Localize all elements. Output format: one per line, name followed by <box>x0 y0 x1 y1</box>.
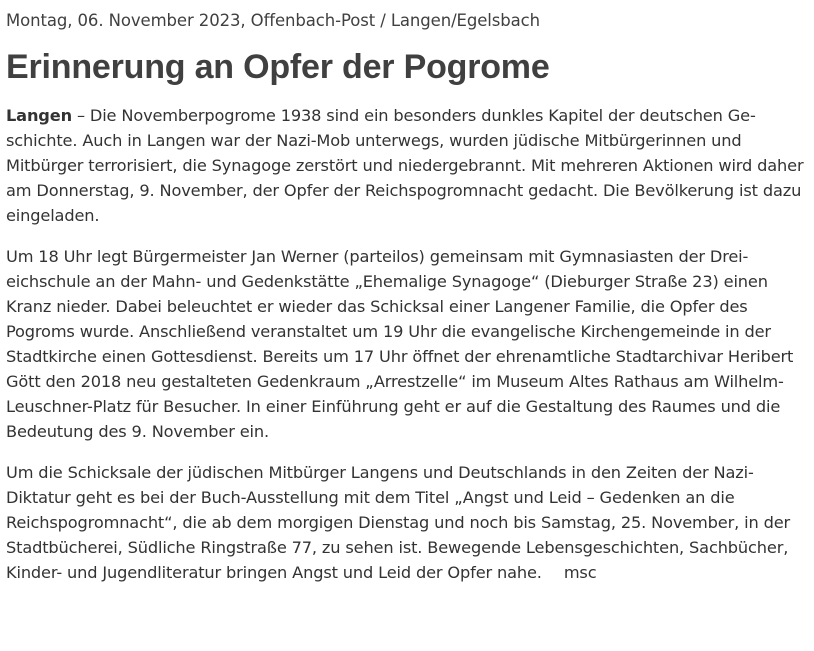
article-page <box>6 0 806 585</box>
article-paragraph-2: Um 18 Uhr legt Bürgermeister Jan Werner (parteilos) gemeinsam mit Gymnasiasten der Dreieichschule an der Mahn- und Gedenkstätte „Ehemalige Synagoge“ (Dieburger Straße 23) einen Kranz nieder. Dabei beleuchtet er wieder das Schicksal einer Langener Familie, die Opfer des Pogroms wurde. Anschließend veranstaltet um 19 Uhr die evangelische Kirchengemeinde in der Stadtkirche einen Gottesdienst. Bereits um 17 Uhr öffnet der ehrenamtliche Stadtarchivar Heribert Gött den 2018 neu gestalteten Gedenkraum „Arrestzelle“ im Museum Altes Rathaus am Wilhelm-Leuschner-Platz für Besucher. In einer Einführung geht er auf die Gestaltung des Raumes und die Bedeutung des 9. November ein. <box>6 247 794 441</box>
paragraph-3-text: Um die Schicksale der jüdischen Mitbürger Langens und Deutschlands in den Zeiten der Nazi-Diktatur geht es bei der Buch-Ausstellung mit dem Titel „Angst und Leid – Gedenken an die Reichspogromnacht“, die ab dem morgigen Dienstag und noch bis Samstag, 25. November, in der Stadtbücherei, Südliche Ringstraße 77, zu sehen ist. Bewegende Lebensgeschichten, Sachbücher, Kinder- und Jugendliteratur bringen Angst und Leid der Opfer nahe. <box>6 463 791 582</box>
article-dateline: Langen <box>6 106 72 125</box>
article-paragraph-3 <box>6 460 806 585</box>
paragraph-1-text: – Die Novemberpogrome 1938 sind ein besonders dunkles Kapitel der deutschen Geschichte. Auch in Langen war der Nazi-Mob unterwegs, wurden jüdische Mitbürgerinnen und Mitbürger terrorisiert, die Synagoge zerstört und niedergebrannt. Mit mehreren Aktionen wird daher am Donnerstag, 9. November, der Opfer der Reichspogromnacht gedacht. Die Bevölkerung ist dazu eingeladen. <box>6 106 804 225</box>
author-initials: msc <box>563 563 597 582</box>
article-paragraph-1 <box>6 103 806 228</box>
article-body <box>6 103 806 585</box>
article-headline: Erinnerung an Opfer der Pogrome <box>6 48 550 86</box>
article-meta: Montag, 06. November 2023, Offenbach-Post / Langen/Egelsbach <box>6 11 540 30</box>
